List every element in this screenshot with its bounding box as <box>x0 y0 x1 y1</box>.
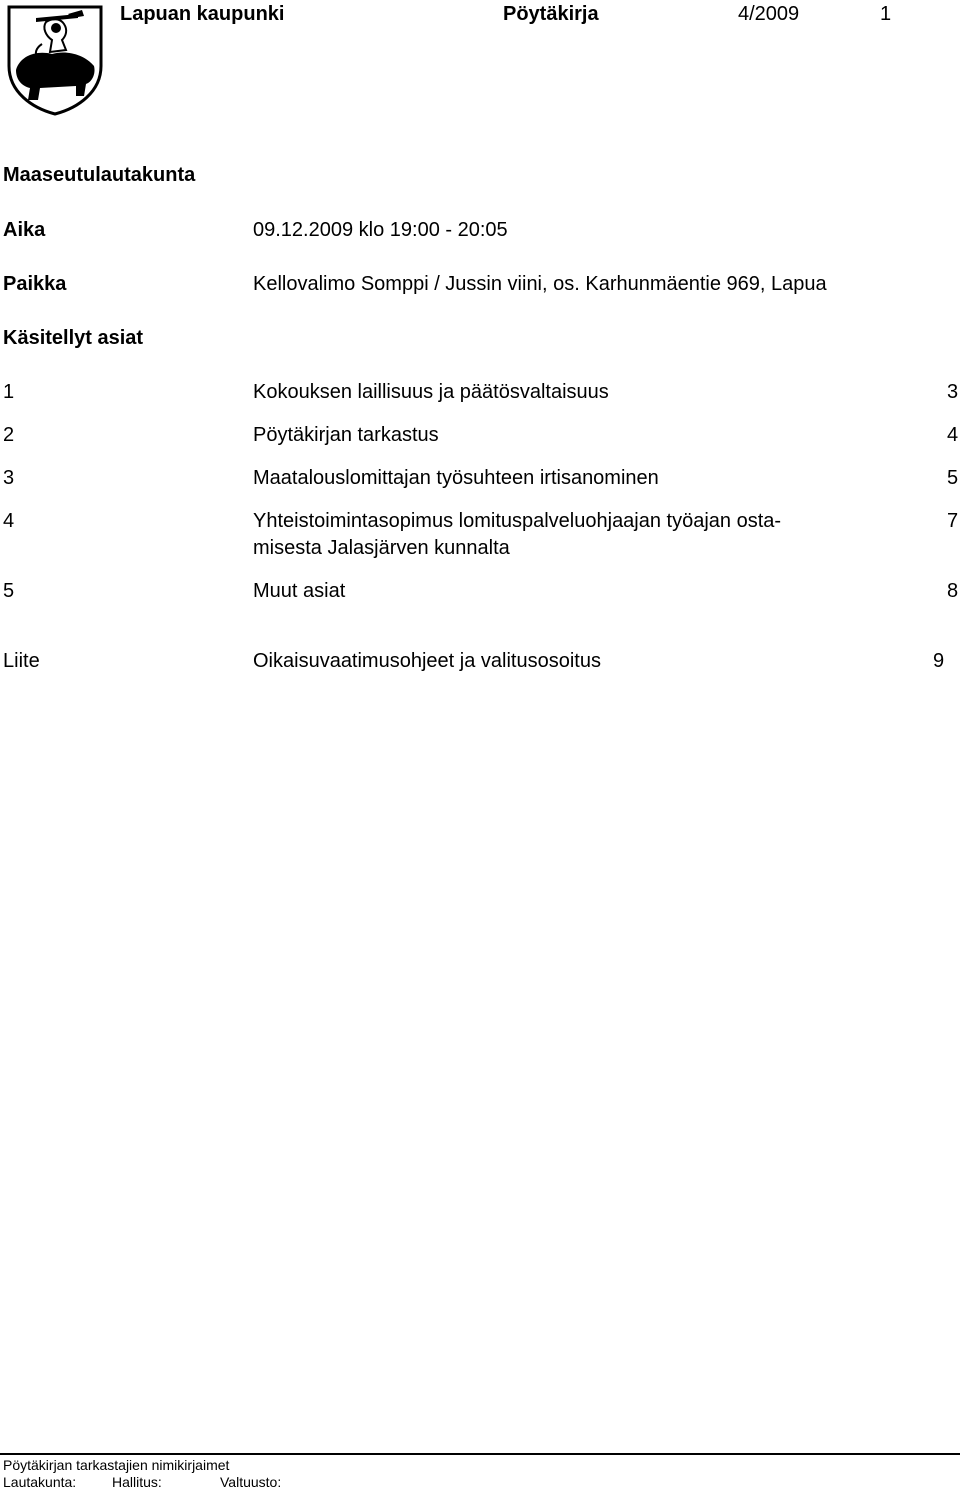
footer-valtuusto-label: Valtuusto: <box>220 1474 282 1490</box>
coat-of-arms-logo <box>6 4 104 116</box>
footer-lautakunta-label: Lautakunta: <box>3 1474 77 1490</box>
agenda-item-page: 4 <box>947 424 959 446</box>
agenda-item-title: Muut asiat <box>253 580 346 602</box>
time-value: 09.12.2009 klo 19:00 - 20:05 <box>253 219 508 241</box>
place-label: Paikka <box>3 273 67 295</box>
agenda-heading: Käsitellyt asiat <box>3 327 144 349</box>
agenda-item-page: 5 <box>947 467 959 489</box>
agenda-item-page: 3 <box>947 381 959 403</box>
time-label: Aika <box>3 219 46 241</box>
footer-divider <box>0 1453 960 1455</box>
footer-hallitus-label: Hallitus: <box>112 1474 162 1490</box>
agenda-item-number: 1 <box>3 381 15 403</box>
agenda-item-number: 2 <box>3 424 15 446</box>
header-doc-type: Pöytäkirja <box>503 3 599 25</box>
header-org: Lapuan kaupunki <box>120 3 285 25</box>
agenda-item-title-continued: misesta Jalasjärven kunnalta <box>253 537 510 559</box>
header-number: 4/2009 <box>738 3 800 25</box>
agenda-item-page: 7 <box>947 510 959 532</box>
appendix-page: 9 <box>933 650 945 672</box>
agenda-item-title: Pöytäkirjan tarkastus <box>253 424 439 446</box>
agenda-item-number: 4 <box>3 510 15 532</box>
agenda-item-title: Maatalouslomittajan työsuhteen irtisanominen <box>253 467 659 489</box>
appendix-title: Oikaisuvaatimusohjeet ja valitusosoitus <box>253 650 601 672</box>
body-name: Maaseutulautakunta <box>3 164 196 186</box>
agenda-item-title: Kokouksen laillisuus ja päätösvaltaisuus <box>253 381 609 403</box>
agenda-item-page: 8 <box>947 580 959 602</box>
appendix-label: Liite <box>3 650 40 672</box>
header-page: 1 <box>880 3 892 25</box>
place-value: Kellovalimo Somppi / Jussin viini, os. Karhunmäentie 969, Lapua <box>253 273 827 295</box>
agenda-item-number: 5 <box>3 580 15 602</box>
agenda-item-number: 3 <box>3 467 15 489</box>
agenda-item-title: Yhteistoimintasopimus lomituspalveluohjaajan työajan osta- <box>253 510 782 532</box>
footer-title: Pöytäkirjan tarkastajien nimikirjaimet <box>3 1457 230 1473</box>
